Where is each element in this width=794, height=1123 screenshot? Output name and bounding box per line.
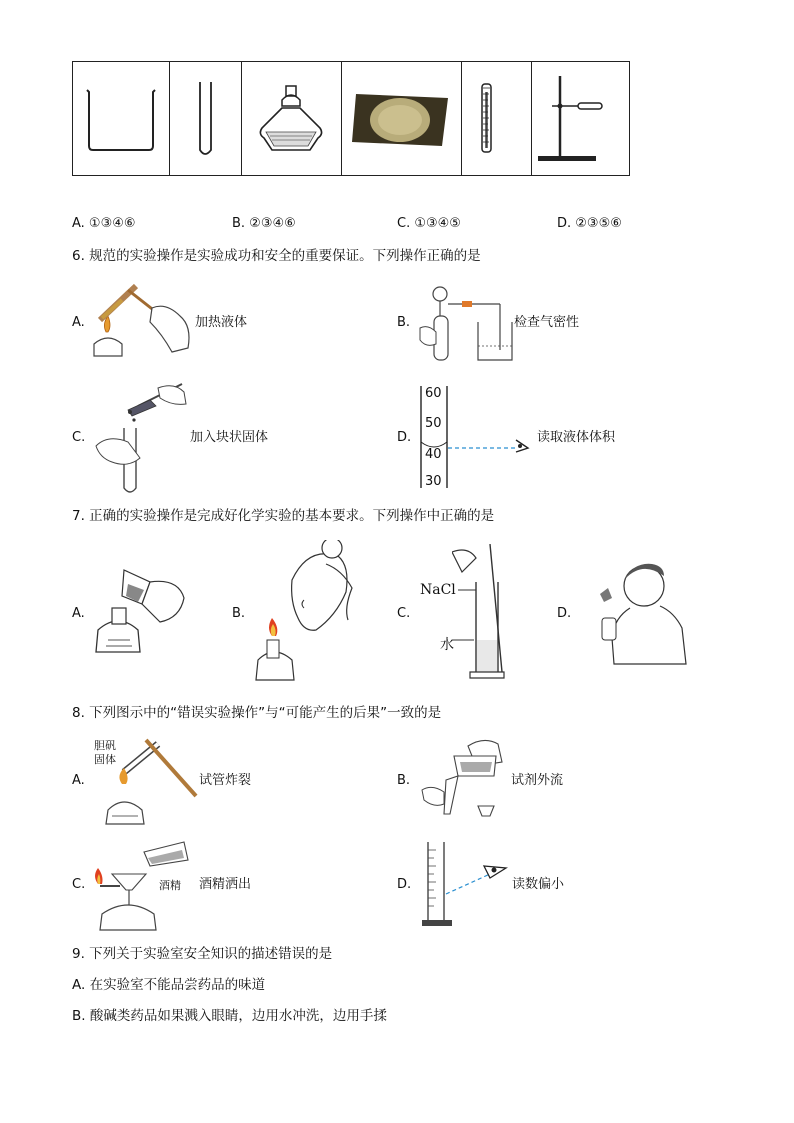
q9-option-b[interactable]: B. 酸碱类药品如果溅入眼睛，边用水冲洗，边用手揉 [72,1008,387,1024]
blue-vitriol-label-1: 胆矾 [94,739,116,752]
q6-option-d-letter[interactable]: D. [397,430,412,445]
blow-out-lamp-figure [252,540,358,688]
q6-option-b-letter[interactable]: B. [397,315,411,330]
lamp-lighting-figure [88,560,192,664]
q8-option-c-letter[interactable]: C. [72,877,86,892]
q9-stem: 9. 下列关于实验室安全知识的描述错误的是 [72,946,333,962]
smell-reagent-figure [594,558,692,668]
beaker-icon [73,62,169,175]
thermometer-icon [462,62,531,175]
q7-option-b[interactable]: B. [232,606,246,621]
alcohol-lamp-icon [242,62,341,175]
water-label: 水 [440,637,454,653]
q8-option-a-caption: 试管炸裂 [199,773,252,788]
heating-solid-figure [102,736,200,828]
test-tube-icon [170,62,241,175]
q6-option-d-caption: 读取液体体积 [537,430,616,445]
reading-cylinder-figure [418,838,514,930]
nacl-label: NaCl [420,582,456,598]
q8-option-d-caption: 读数偏小 [512,877,565,892]
sight-line [446,428,536,454]
q6-stem: 6. 规范的实验操作是实验成功和安全的重要保证。下列操作正确的是 [72,248,481,264]
q7-stem: 7. 正确的实验操作是完成好化学实验的基本要求。下列操作中正确的是 [72,508,495,524]
q8-option-d-letter[interactable]: D. [397,877,412,892]
q9-option-a[interactable]: A. 在实验室不能品尝药品的味道 [72,977,266,993]
thermometer-cell [462,62,532,176]
q8-option-b-letter[interactable]: B. [397,773,411,788]
iron-stand-icon [532,62,629,175]
airtightness-figure [412,280,514,366]
q7-option-c[interactable]: C. [397,606,411,621]
cylinder-tick-60: 60 [425,386,442,401]
q6-option-c-caption: 加入块状固体 [190,430,269,445]
q5-option-d[interactable]: D. ②③⑤⑥ [557,216,622,231]
cylinder-tick-50: 50 [425,416,442,431]
heating-liquid-figure [88,282,198,362]
alcohol-label: 酒精 [159,879,181,892]
q5-option-c[interactable]: C. ①③④⑤ [397,216,461,231]
q8-stem: 8. 下列图示中的“错误实验操作”与“可能产生的后果”一致的是 [72,705,442,721]
add-solid-figure [88,376,190,500]
dissolve-in-cylinder-figure [452,544,514,684]
cylinder-tick-30: 30 [425,474,442,489]
q6-option-b-caption: 检查气密性 [514,315,580,330]
asbestos-net-cell [342,62,462,176]
asbestos-net-icon [342,62,461,175]
q7-option-a[interactable]: A. [72,606,85,621]
q6-option-a-letter[interactable]: A. [72,315,85,330]
q8-option-b-caption: 试剂外流 [511,773,564,788]
blue-vitriol-label-2: 固体 [94,753,116,766]
q5-option-a[interactable]: A. ①③④⑥ [72,216,136,231]
q8-option-c-caption: 酒精洒出 [199,877,252,892]
pour-liquid-figure [414,736,510,824]
cylinder-tick-40: 40 [425,447,442,462]
q6-option-a-caption: 加热液体 [195,315,248,330]
iron-stand-cell [532,62,630,176]
test-tube-cell [170,62,242,176]
q8-option-a-letter[interactable]: A. [72,773,85,788]
q5-option-b[interactable]: B. ②③④⑥ [232,216,296,231]
q6-option-c-letter[interactable]: C. [72,430,86,445]
beaker-cell [73,62,170,176]
apparatus-table [72,61,630,176]
alcohol-lamp-cell [242,62,342,176]
q7-option-d[interactable]: D. [557,606,572,621]
